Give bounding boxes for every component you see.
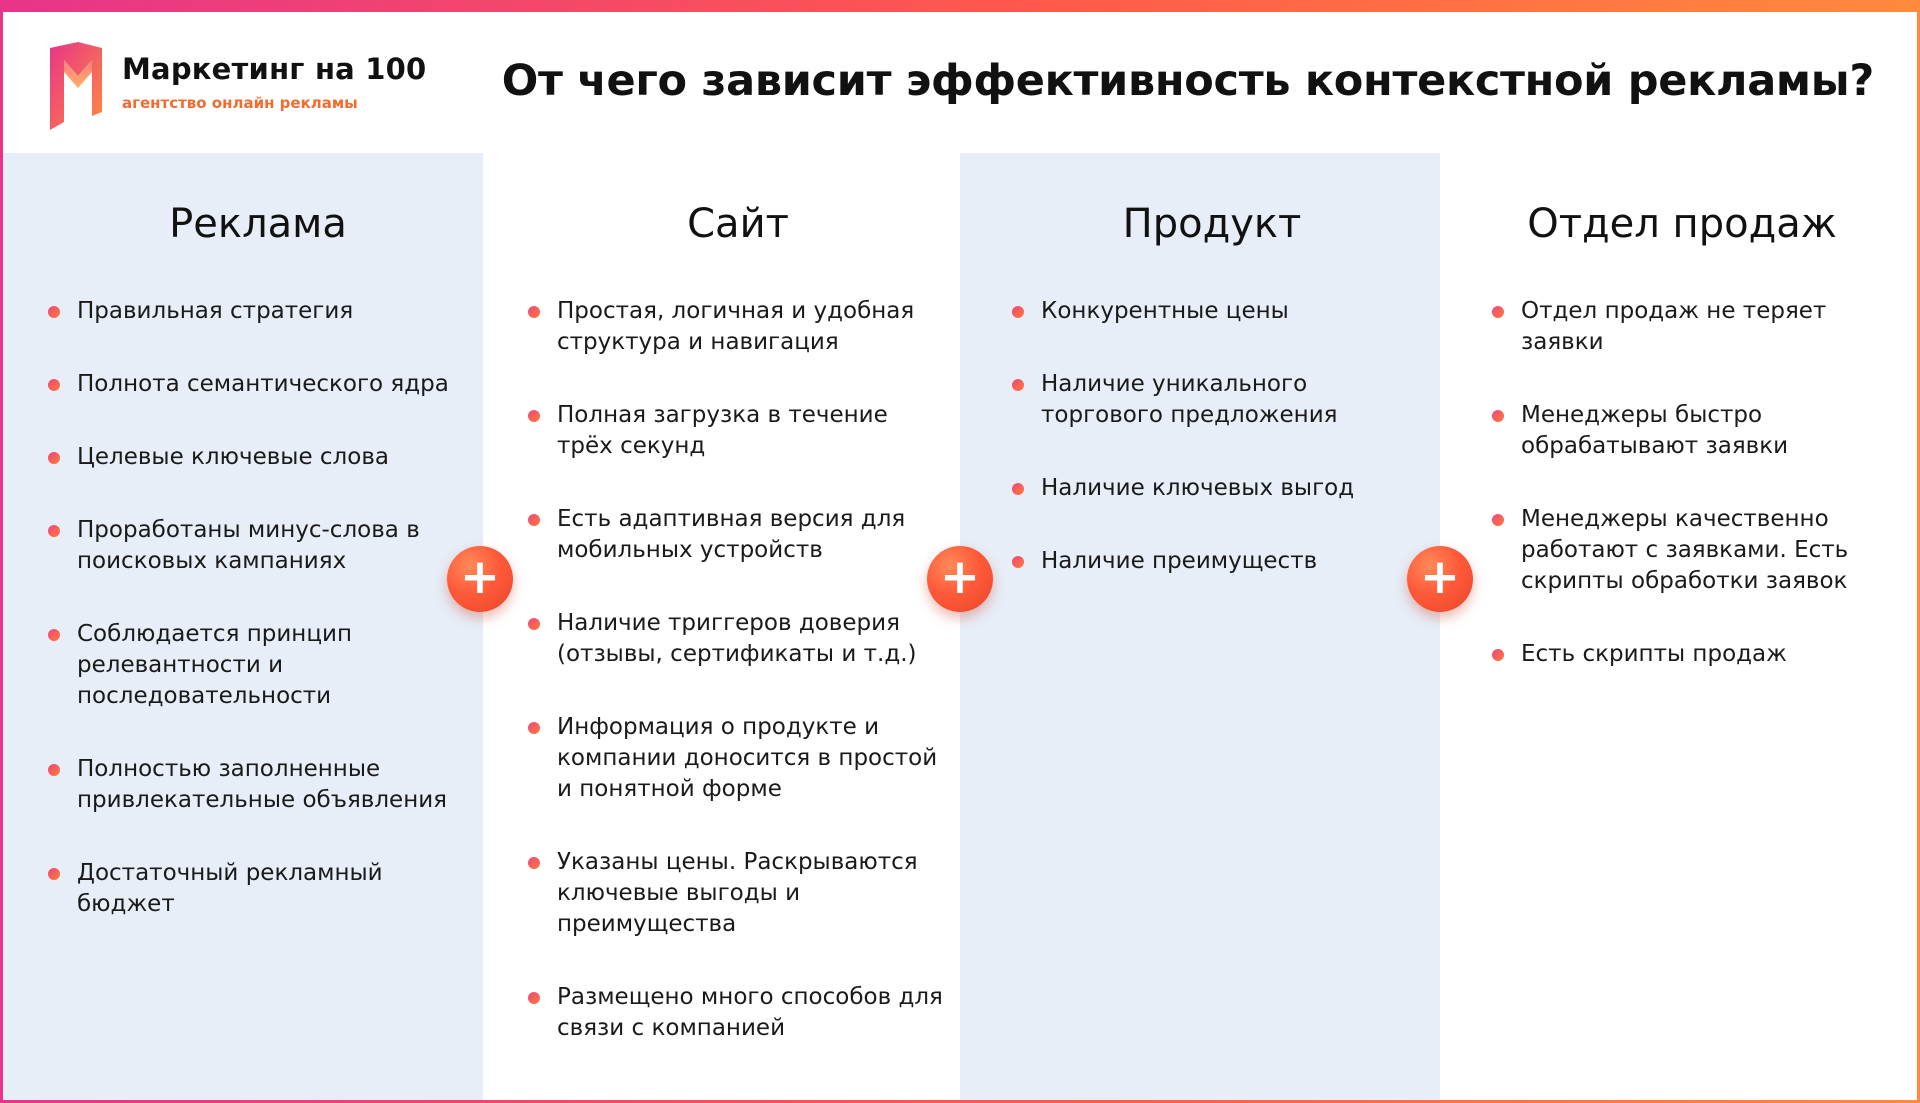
item-text: Полнота семантического ядра [77,371,449,397]
bullet-dot-icon [528,514,540,526]
column-title: Продукт [1122,201,1302,247]
item-list [528,296,948,1044]
bullet-dot-icon [48,629,60,641]
item-text: Наличие уникального торгового предложения [1041,371,1338,428]
plus-icon: + [927,546,993,612]
bullet-dot-icon [1492,514,1504,526]
list-item [48,369,468,400]
bullet-dot-icon [1012,306,1024,318]
list-item [1492,639,1872,670]
bullet-dot-icon [1012,556,1024,568]
bullet-dot-icon [528,410,540,422]
item-text: Отдел продаж не теряет заявки [1521,298,1827,355]
bullet-dot-icon [48,525,60,537]
bullet-dot-icon [528,306,540,318]
item-text: Простая, логичная и удобная структура и навигация [557,298,915,355]
list-item [1012,546,1412,577]
column-otdel-prodazh [1492,196,1872,712]
bullet-dot-icon [48,764,60,776]
item-text: Есть скрипты продаж [1521,641,1787,667]
item-text: Есть адаптивная версия для мобильных устройств [557,506,906,563]
bullet-dot-icon [1492,410,1504,422]
bullet-dot-icon [1012,483,1024,495]
list-item [528,608,948,670]
item-text: Полная загрузка в течение трёх секунд [557,402,888,459]
bullet-dot-icon [528,857,540,869]
item-text: Правильная стратегия [77,298,354,324]
bullet-dot-icon [48,379,60,391]
list-item [1492,400,1872,462]
column-title: Сайт [687,201,789,247]
list-item [1012,473,1412,504]
list-item [528,712,948,805]
item-text: Наличие триггеров доверия (отзывы, сертификаты и т.д.) [557,610,917,667]
bullet-dot-icon [528,992,540,1004]
list-item [528,296,948,358]
list-item [528,400,948,462]
column-sait [528,196,948,1086]
item-text: Достаточный рекламный бюджет [77,860,383,917]
list-item [1492,504,1872,597]
bullet-dot-icon [48,868,60,880]
item-text: Проработаны минус-слова в поисковых кампаниях [77,517,420,574]
list-item [48,296,468,327]
list-item [48,442,468,473]
plus-icon: + [447,546,513,612]
item-text: Менеджеры быстро обрабатывают заявки [1521,402,1789,459]
list-item [528,847,948,940]
item-list [1492,296,1872,670]
bullet-dot-icon [48,306,60,318]
column-produkt [1012,196,1412,619]
bullet-dot-icon [1492,306,1504,318]
list-item [1012,296,1412,327]
plus-icon: + [1407,546,1473,612]
list-item [48,858,468,920]
list-item [1012,369,1412,431]
item-list [1012,296,1412,577]
bullet-dot-icon [1492,649,1504,661]
list-item [48,619,468,712]
page-title: От чего зависит эффективность контекстной рекламы? [501,56,1874,106]
item-text: Конкурентные цены [1041,298,1289,324]
logo-m-icon [48,42,104,130]
item-text: Целевые ключевые слова [77,444,389,470]
list-item [48,515,468,577]
item-text: Менеджеры качественно работают с заявками. Есть скрипты обработки заявок [1521,506,1849,594]
bullet-dot-icon [48,452,60,464]
list-item [528,982,948,1044]
column-title: Отдел продаж [1527,201,1837,247]
column-title: Реклама [169,201,347,247]
item-list [48,296,468,920]
item-text: Размещено много способов для связи с компанией [557,984,943,1041]
logo-subtitle: агентство онлайн рекламы [122,94,358,112]
list-item [48,754,468,816]
top-gradient-bar [0,0,1920,12]
bullet-dot-icon [528,722,540,734]
list-item [528,504,948,566]
list-item [1492,296,1872,358]
bullet-dot-icon [528,618,540,630]
item-text: Указаны цены. Раскрываются ключевые выгоды и преимущества [557,849,918,937]
item-text: Полностью заполненные привлекательные объявления [77,756,448,813]
item-text: Соблюдается принцип релевантности и последовательности [77,621,352,709]
item-text: Наличие ключевых выгод [1041,475,1355,501]
item-text: Наличие преимуществ [1041,548,1318,574]
logo-title: Маркетинг на 100 [122,52,427,86]
column-reklama [48,196,468,962]
logo [48,42,448,132]
bullet-dot-icon [1012,379,1024,391]
item-text: Информация о продукте и компании доносится в простой и понятной форме [557,714,938,802]
